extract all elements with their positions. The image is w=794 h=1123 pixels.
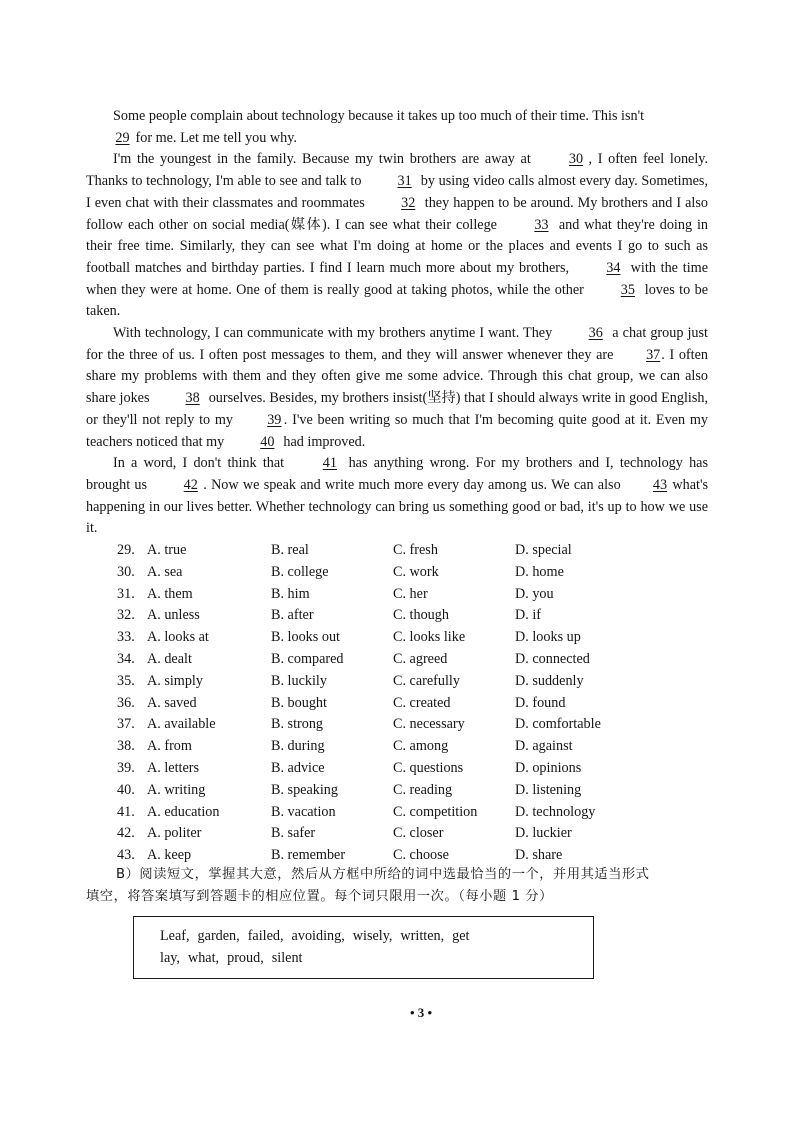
option-a: A. looks at [147,629,209,646]
option-b: B. safer [271,825,316,842]
text: and what they're doing in their free time. Similarly, they can see what I'm doing at home or the places and events I go to such as football matches and birthday parties. I find I learn much more about my brothers, [86,216,709,276]
blank-32: 32 [401,194,416,211]
option-row [117,564,717,586]
word-box-word: silent [271,950,303,966]
page-number: • 3 • [409,1005,433,1020]
option-b: B. him [271,585,310,602]
option-c: C. work [393,563,439,580]
text: with the time when they were at home. One of them is really good at taking photos, while the other [86,259,708,298]
option-c: C. competition [393,803,478,820]
text: Some people complain about technology because it takes up too much of their time. This isn't [113,108,645,124]
question-number: 40. [117,781,135,798]
option-c: C. among [393,738,449,755]
paragraph-4 [86,453,708,540]
question-number: 33. [117,629,135,646]
option-c: C. choose [393,847,449,864]
option-a: A. writing [147,781,206,798]
option-b: B. remember [271,847,346,864]
text: . I often share my problems with them and they often give me some advice. Through this chat group, we can also share jokes [86,346,708,407]
option-d: D. share [515,847,563,864]
question-number: 41. [117,803,135,820]
option-c: C. agreed [393,650,448,667]
word-box-word: failed, [247,928,284,944]
question-number: 39. [117,759,135,776]
option-row [117,825,717,847]
option-b: B. looks out [271,629,340,646]
word-box-word: lay, [160,950,180,966]
word-box-row-2 [160,947,593,969]
cloze-passage [86,106,708,540]
text: has anything wrong. For my brothers and I, technology has brought us [86,455,708,493]
option-row [117,586,717,608]
option-a: A. letters [147,759,200,776]
option-b: B. bought [271,694,327,711]
blank-38: 38 [185,390,200,407]
blank-43: 43 [652,476,668,493]
question-number: 43. [117,847,135,864]
option-b: B. during [271,738,325,755]
text: In a word, I don't think that [113,455,291,472]
question-number: 37. [117,716,135,733]
question-number: 36. [117,694,135,711]
blank-30: 30 [568,151,584,168]
blank-36: 36 [588,325,603,342]
word-box-word: wisely, [352,928,393,944]
option-d: D. listening [515,781,582,798]
option-b: B. compared [271,650,344,667]
word-box-word: garden, [197,928,240,944]
option-c: C. questions [393,759,464,776]
word-box-word: written, [400,928,445,944]
option-c: C. though [393,607,449,624]
option-a: A. available [147,716,216,733]
option-d: D. you [515,585,554,602]
question-number: 38. [117,738,135,755]
word-box-word: what, [187,950,220,966]
option-d: D. against [515,738,573,755]
text: . I've been writing so much that I'm becoming quite good at it. Even my teachers noticed that my [86,411,708,450]
question-number: 32. [117,607,135,624]
option-a: A. dealt [147,650,192,667]
option-b: B. luckily [271,672,327,689]
option-d: D. special [515,542,572,558]
paragraph-3 [86,323,708,453]
text: , I often feel lonely. Thanks to technology, I'm able to see and talk to [86,151,708,190]
word-box-word: avoiding, [291,928,345,944]
text: had improved. [279,433,366,450]
option-d: D. if [515,607,542,624]
blank-34: 34 [606,259,621,276]
text: they happen to be around. My brothers and I also follow each other on social media(媒体). I can see what their college [86,194,708,233]
option-b: B. vacation [271,803,336,820]
word-box-word: proud, [227,950,264,966]
option-b: B. strong [271,716,324,733]
option-a: A. politer [147,825,202,842]
instruction-line-1: B）阅读短文，掌握其大意，然后从方框中所给的词中选最恰当的一个，并用其适当形式 [116,867,650,882]
option-c: C. carefully [393,672,460,689]
blank-37: 37 [646,346,661,363]
option-c: C. her [393,585,428,602]
section-b-instructions [86,864,710,908]
option-row [117,629,717,651]
option-row [117,651,717,673]
option-row [117,760,717,782]
option-c: C. closer [393,825,444,842]
text: With technology, I can communicate with my brothers anytime I want. They [113,325,557,342]
option-c: C. necessary [393,716,465,733]
option-b: B. real [271,542,309,558]
question-number: 29. [117,542,135,558]
text: loves to be taken. [86,281,708,320]
word-box [133,916,594,979]
option-row [117,782,717,804]
question-number: 35. [117,672,135,689]
option-c: C. fresh [393,542,438,558]
question-number: 31. [117,585,135,602]
option-a: A. simply [147,672,203,689]
option-d: D. looks up [515,629,581,646]
text: a chat group just for the three of us. I often post messages to them, and they will answer whenever they are [86,325,708,363]
text: by using video calls almost every day. Sometimes, I even chat with their classmates and roommates [86,173,709,211]
instruction-line-2: 填空，将答案填写到答题卡的相应位置。每个词只限用一次。（每小题 1 分） [86,889,553,904]
option-row [117,716,717,738]
blank-42: 42 [183,476,198,493]
text: . Now we speak and write much more every day among us. We can also [203,476,625,493]
blank-31: 31 [397,173,412,190]
option-b: B. advice [271,759,325,776]
option-row [117,607,717,629]
option-b: B. speaking [271,781,338,798]
text: ourselves. Besides, my brothers insist(坚持) that I should always write in good English, or they'll not reply to my [86,390,708,428]
blank-40: 40 [260,433,275,450]
option-c: C. created [393,694,451,711]
paragraph-2 [86,149,708,323]
option-row [117,804,717,826]
option-a: A. keep [147,847,192,864]
question-number: 30. [117,563,135,580]
blank-29: 29 [115,129,130,146]
paragraph-1 [86,106,708,149]
text: for me. Let me tell you why. [132,129,297,146]
blank-41: 41 [322,455,337,472]
option-c: C. reading [393,781,453,798]
text: what's happening in our lives better. Whether technology can bring us something good or bad, it's up to how we use it. [86,476,709,537]
question-number: 34. [117,650,135,667]
option-a: A. education [147,803,220,820]
blank-33: 33 [534,216,549,233]
option-d: D. home [515,563,564,580]
option-a: A. saved [147,694,197,711]
option-row [117,542,717,564]
option-d: D. comfortable [515,716,601,733]
option-row [117,673,717,695]
option-d: D. found [515,694,566,711]
blank-39: 39 [267,411,282,428]
word-box-row-1 [160,925,593,947]
blank-35: 35 [620,281,635,298]
option-d: D. luckier [515,825,572,842]
option-d: D. technology [515,803,596,820]
word-box-word: Leaf, [160,928,190,944]
option-b: B. college [271,563,329,580]
option-row [117,738,717,760]
option-a: A. true [147,542,187,558]
option-a: A. from [147,738,192,755]
option-row [117,695,717,717]
answer-options [117,542,717,869]
option-a: A. them [147,585,193,602]
option-a: A. sea [147,563,183,580]
word-box-word: get [452,928,470,944]
option-b: B. after [271,607,314,624]
option-a: A. unless [147,607,200,624]
option-c: C. looks like [393,629,466,646]
option-d: D. connected [515,650,590,667]
question-number: 42. [117,825,135,842]
text: I'm the youngest in the family. Because my twin brothers are away at [113,151,537,168]
option-d: D. suddenly [515,672,584,689]
option-d: D. opinions [515,759,582,776]
